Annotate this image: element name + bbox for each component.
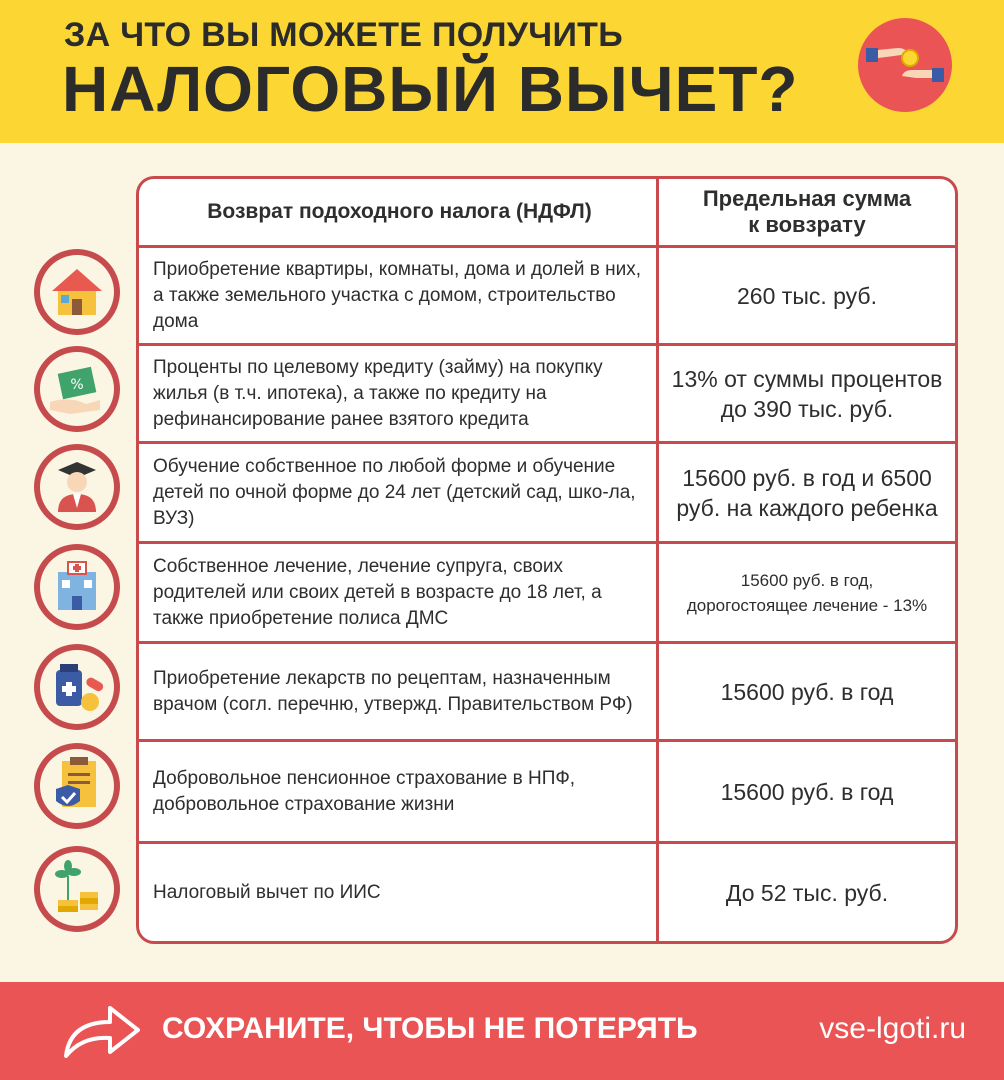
row-description: Собственное лечение, лечение супруга, своих родителей или своих детей в возрасте до 18 лет, а также приобретение полиса ДМС xyxy=(153,555,602,629)
share-arrow-icon[interactable] xyxy=(62,1002,142,1062)
row-amount: 260 тыс. руб. xyxy=(656,248,955,343)
column-header-max-amount: Предельная сумма к вовзрату xyxy=(656,179,955,245)
table-row xyxy=(139,541,955,641)
row-description: Обучение собственное по любой форме и обучение детей по очной форме до 24 лет (детский сад, шко-ла, ВУЗ) xyxy=(153,455,636,529)
hospital-icon xyxy=(34,544,120,630)
row-amount: До 52 тыс. руб. xyxy=(656,844,955,941)
row-amount: 15600 руб. в год xyxy=(656,644,955,739)
footer-banner xyxy=(0,982,1004,1080)
medicine-pills-icon xyxy=(34,644,120,730)
mortgage-percent-icon xyxy=(34,346,120,432)
row-amount: 15600 руб. в год и 6500 руб. на каждого ребенка xyxy=(656,444,955,541)
row-description: Проценты по целевому кредиту (займу) на покупку жилья (в т.ч. ипотека), а также по кредиту на рефинансирование ранее взятого кредита xyxy=(153,356,603,430)
site-link[interactable]: vse-lgoti.ru xyxy=(819,1012,966,1045)
house-icon xyxy=(34,249,120,335)
column-header-refund: Возврат подоходного налога (НДФЛ) xyxy=(207,200,592,223)
insurance-document-icon xyxy=(34,743,120,829)
row-description: Добровольное пенсионное страхование в НПФ, добровольное страхование жизни xyxy=(153,767,576,815)
table-row xyxy=(139,841,955,941)
header-banner xyxy=(0,0,1004,143)
table-header-row xyxy=(139,179,955,245)
row-description: Налоговый вычет по ИИС xyxy=(153,881,381,903)
table-row xyxy=(139,441,955,541)
table-row xyxy=(139,739,955,841)
row-amount: 13% от суммы процентов до 390 тыс. руб. xyxy=(656,346,955,441)
row-amount: 15600 руб. в год xyxy=(656,742,955,841)
hand-giving-coin-icon xyxy=(858,18,952,112)
row-description: Приобретение лекарств по рецептам, назначенным врачом (согл. перечню, утвержд. Правительством РФ) xyxy=(153,667,633,715)
coins-plant-icon xyxy=(34,846,120,932)
deductions-table xyxy=(136,176,958,944)
svg-text:%: % xyxy=(70,377,84,393)
graduate-icon xyxy=(34,444,120,530)
row-amount: 15600 руб. в год, дорогостоящее лечение - 13% xyxy=(656,544,955,641)
page-title: НАЛОГОВЫЙ ВЫЧЕТ? xyxy=(62,53,799,125)
table-row xyxy=(139,343,955,441)
save-cta-text: СОХРАНИТЕ, ЧТОБЫ НЕ ПОТЕРЯТЬ xyxy=(162,1012,698,1045)
title-line-1: ЗА ЧТО ВЫ МОЖЕТЕ ПОЛУЧИТЬ xyxy=(64,16,623,54)
table-row xyxy=(139,641,955,739)
table-row xyxy=(139,245,955,343)
row-description: Приобретение квартиры, комнаты, дома и долей в них, а также земельного участка с домом, строительство дома xyxy=(153,258,642,332)
